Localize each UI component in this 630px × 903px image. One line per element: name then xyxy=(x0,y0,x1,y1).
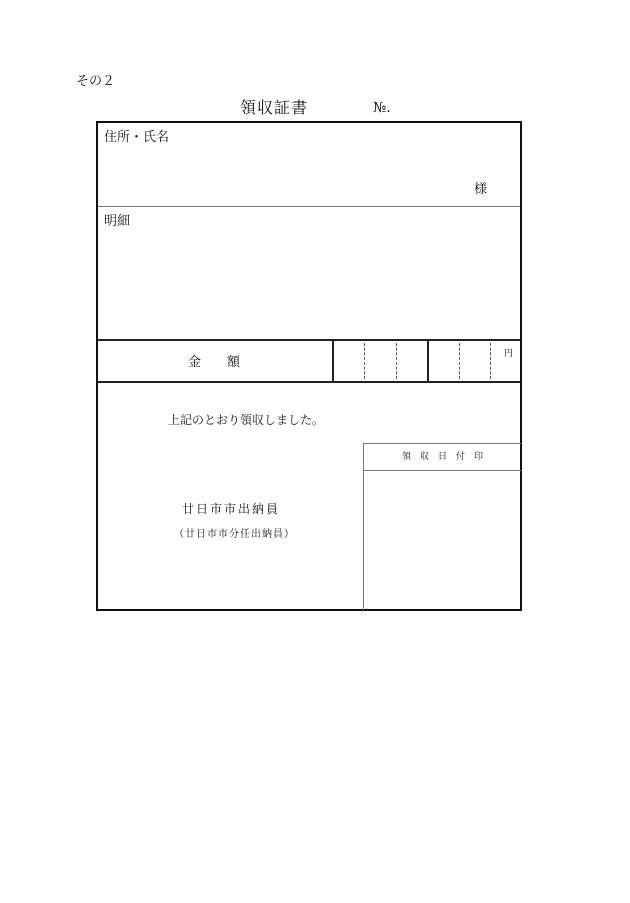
receipt-date-stamp-box xyxy=(363,443,521,610)
amount-label: 金 額 xyxy=(188,355,241,370)
amount-digit-guide xyxy=(364,343,365,379)
address-section-divider xyxy=(98,206,520,207)
document-title: 領収証書 xyxy=(240,98,309,117)
address-name-label: 住所・氏名 xyxy=(104,130,170,145)
receipt-date-stamp-label: 領 収 日 付 印 xyxy=(401,452,483,462)
details-section-divider xyxy=(98,339,520,341)
honorific-label: 様 xyxy=(474,182,488,197)
amount-group-divider xyxy=(427,341,429,381)
sub-cashier-label: （廿日市市分任出納員） xyxy=(174,529,295,540)
yen-unit-label: 円 xyxy=(504,349,514,359)
receipt-form xyxy=(96,121,522,611)
receipt-number-label: №. xyxy=(373,100,391,116)
section-label: その２ xyxy=(76,74,116,89)
received-statement: 上記のとおり領収しました。 xyxy=(168,413,325,427)
details-label: 明細 xyxy=(104,214,131,229)
amount-digit-guide xyxy=(459,343,460,379)
amount-digit-guide xyxy=(396,343,397,379)
amount-label-divider xyxy=(332,341,334,381)
cashier-label: 廿日市市出納員 xyxy=(182,502,281,516)
amount-digit-guide xyxy=(490,343,491,379)
amount-row-divider xyxy=(98,381,520,383)
stamp-header-divider xyxy=(364,470,521,471)
